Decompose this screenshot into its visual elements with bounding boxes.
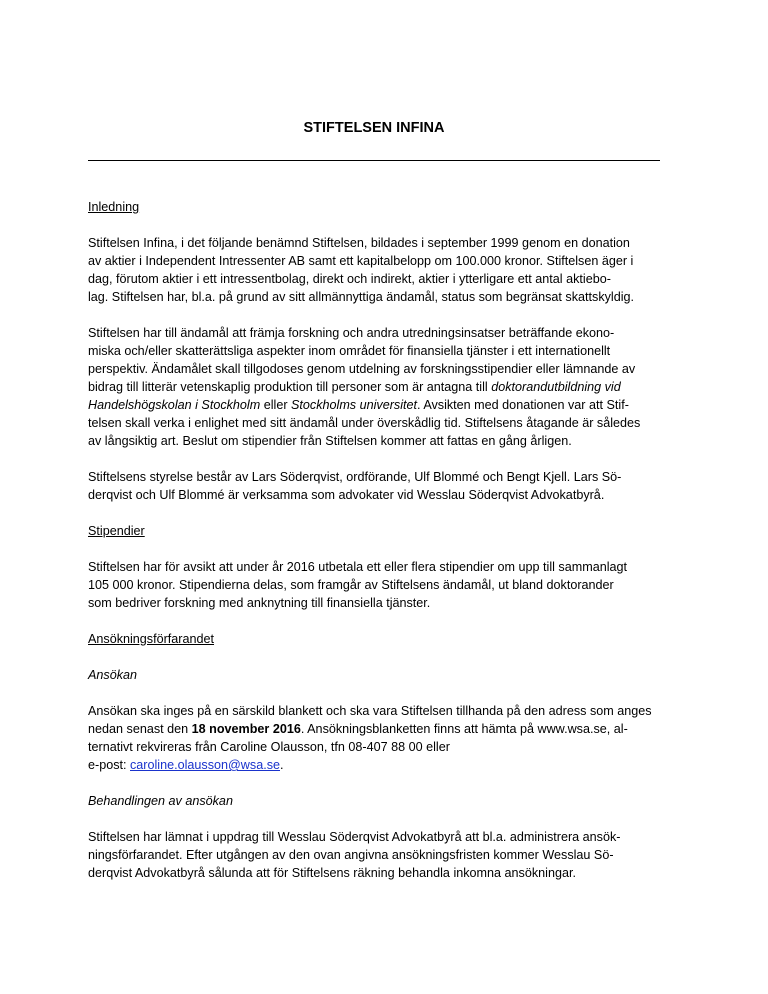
text-line: derqvist Advokatbyrå sålunda att för Stiftelsens räkning behandla inkomna ansökningar. <box>88 866 576 880</box>
section-heading-stipendier: Stipendier <box>88 524 145 538</box>
title-divider <box>88 160 660 161</box>
section-heading-inledning: Inledning <box>88 200 140 214</box>
text-line: ternativt rekvireras från Caroline Olausson, tfn 08-407 88 00 eller <box>88 740 450 754</box>
text-line: som bedriver forskning med anknytning till finansiella tjänster. <box>88 596 431 610</box>
emphasis-hhs: Handelshögskolan i Stockholm <box>88 398 261 412</box>
text-run: nedan senast den <box>88 722 192 736</box>
document-body <box>88 198 668 900</box>
text-line: telsen skall verka i enlighet med sitt ändamål under överskådlig tid. Stiftelsens åtagande är således <box>88 416 641 430</box>
subheading-ansokan: Ansökan <box>88 668 138 682</box>
paragraph-stipendier-1 <box>88 558 668 612</box>
text-line: lag. Stiftelsen har, bl.a. på grund av sitt allmännyttiga ändamål, status som begränsat skattskyldig. <box>88 290 635 304</box>
text-line: Stiftelsen har till ändamål att främja forskning och andra utredningsinsatser beträffande ekono- <box>88 326 615 340</box>
text-line: av långsiktig art. Beslut om stipendier från Stiftelsen kommer att fattas en gång årligen. <box>88 434 572 448</box>
paragraph-inledning-3 <box>88 468 668 504</box>
text-line <box>88 396 668 414</box>
emphasis-program: doktorandutbildning vid <box>491 380 621 394</box>
text-line: miska och/eller skatterättsliga aspekter inom området för finansiella tjänster i ett internationellt <box>88 344 611 358</box>
text-line: Stiftelsen har för avsikt att under år 2016 utbetala ett eller flera stipendier om upp till sammanlagt <box>88 560 628 574</box>
emphasis-su: Stockholms universitet <box>291 398 418 412</box>
text-line: derqvist och Ulf Blommé är verksamma som advokater vid Wesslau Söderqvist Advokatbyrå. <box>88 488 605 502</box>
email-link[interactable]: caroline.olausson@wsa.se <box>130 758 280 772</box>
paragraph-inledning-2 <box>88 324 668 450</box>
section-heading-ansokningsforfarandet: Ansökningsförfarandet <box>88 632 215 646</box>
text-line: Stiftelsen har lämnat i uppdrag till Wesslau Söderqvist Advokatbyrå att bl.a. administrera ansök- <box>88 830 621 844</box>
text-line: Stiftelsens styrelse består av Lars Söderqvist, ordförande, Ulf Blommé och Bengt Kjell. Lars Sö- <box>88 470 622 484</box>
text-line: ningsförfarandet. Efter utgången av den ovan angivna ansökningsfristen kommer Wesslau Sö- <box>88 848 614 862</box>
text-line: dag, förutom aktier i ett intressentbolag, direkt och indirekt, aktier i ytterligare ett antal aktiebo- <box>88 272 611 286</box>
text-line: av aktier i Independent Intressenter AB samt ett kapitalbelopp om 100.000 kronor. Stiftelsen äger i <box>88 254 634 268</box>
text-line <box>88 756 668 774</box>
paragraph-inledning-1 <box>88 234 668 306</box>
text-run: . Ansökningsblanketten finns att hämta på www.wsa.se, al- <box>300 722 628 736</box>
deadline-date: 18 november 2016 <box>191 722 301 736</box>
text-run: . Avsikten med donationen var att Stif- <box>417 398 629 412</box>
text-run: eller <box>260 398 292 412</box>
text-line: perspektiv. Ändamålet skall tillgodoses genom utdelning av forskningsstipendier eller lämnande av <box>88 362 636 376</box>
text-line <box>88 378 668 396</box>
text-line <box>88 720 668 738</box>
text-run: e-post: <box>88 758 130 772</box>
text-line: Ansökan ska inges på en särskild blankett och ska vara Stiftelsen tillhanda på den adress som anges <box>88 704 652 718</box>
text-run: . <box>280 758 284 772</box>
document-title: STIFTELSEN INFINA <box>303 120 445 136</box>
text-line: Stiftelsen Infina, i det följande benämnd Stiftelsen, bildades i september 1999 genom en donation <box>88 236 630 250</box>
text-line: 105 000 kronor. Stipendierna delas, som framgår av Stiftelsens ändamål, ut bland doktorander <box>88 578 614 592</box>
paragraph-ansokan <box>88 702 668 774</box>
text-run: bidrag till litterär vetenskaplig produktion till personer som är antagna till <box>88 380 492 394</box>
paragraph-behandlingen <box>88 828 668 882</box>
subheading-behandlingen: Behandlingen av ansökan <box>88 794 233 808</box>
